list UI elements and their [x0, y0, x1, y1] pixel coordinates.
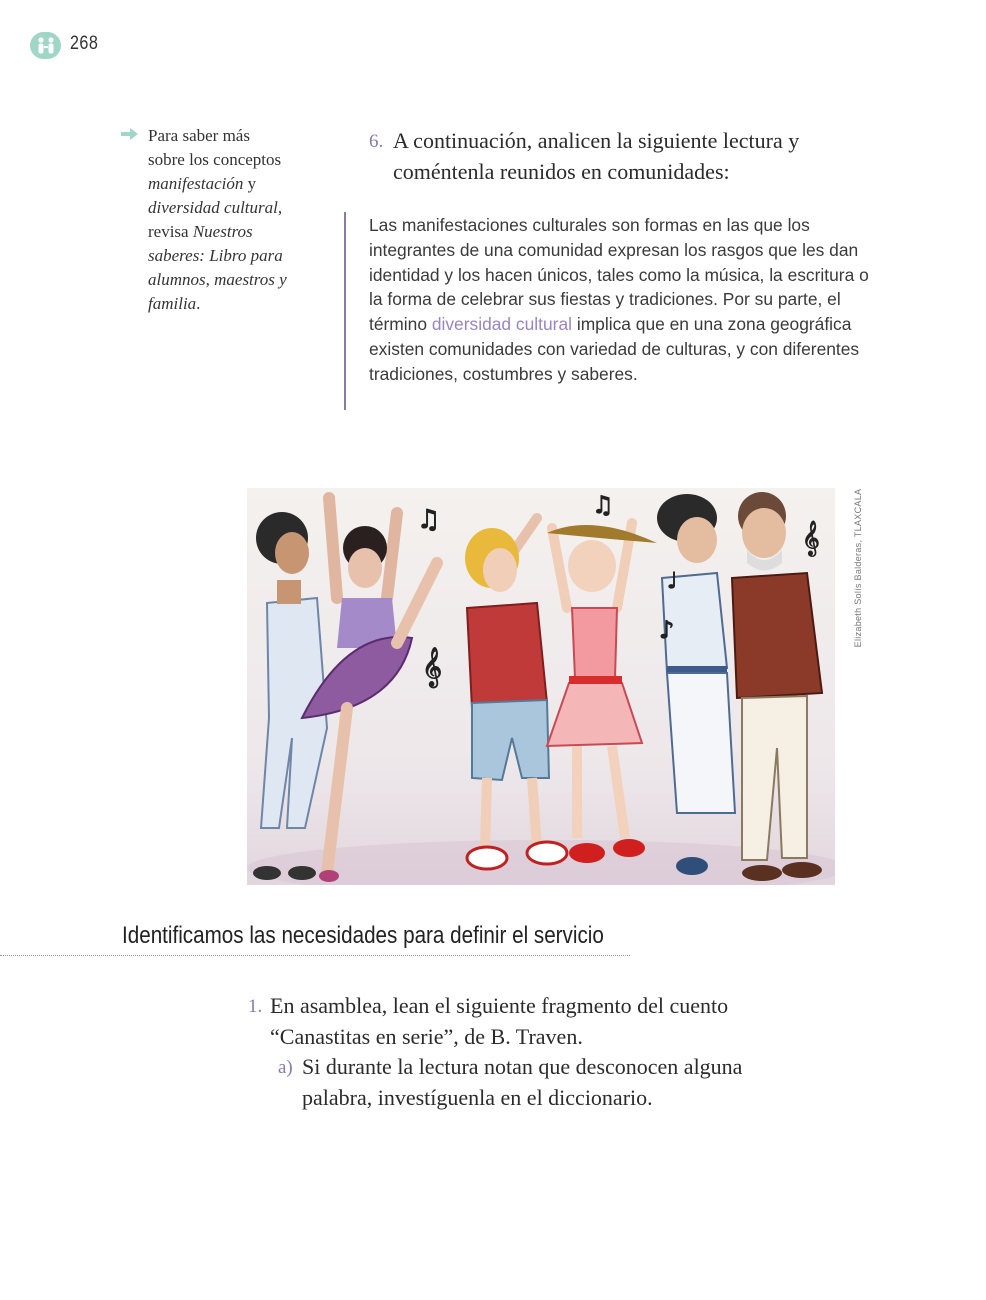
question-text: A continuación, analicen la siguiente lectura y coméntenla reunidos en comunidades: — [393, 128, 800, 184]
arrow-right-icon — [121, 128, 139, 140]
page-badge — [30, 32, 61, 59]
reading-text: Las manifestaciones culturales son formas en las que los integrantes de una comunidad expresan los rasgos que les dan identidad y los hacen únicos, tales como la música, la escritura o la forma de celebrar sus fiestas y tradiciones. Por su parte, el término — [369, 215, 869, 335]
section-divider — [0, 955, 630, 956]
section-title: Identificamos las necesidades para definir el servicio — [122, 922, 604, 949]
reading-text: implica que en una zona geográfica existen comunidades con variedad de culturas, y con diferentes tradiciones, costumbres y saberes. — [369, 314, 860, 384]
question-6 — [369, 125, 849, 187]
question-number: 1. — [248, 996, 263, 1017]
reading-passage — [369, 213, 869, 387]
svg-text:♫: ♫ — [417, 505, 441, 535]
svg-text:♩: ♩ — [667, 569, 678, 594]
sidenote-line: . — [196, 294, 201, 313]
page-number: 268 — [70, 33, 99, 54]
svg-text:♪: ♪ — [659, 616, 675, 644]
quote-bar — [344, 212, 346, 410]
credit-text: Elizabeth Solís Balderas, TLAXCALA — [853, 488, 863, 648]
sidenote-book-title: familia — [148, 294, 197, 313]
sub-question-letter: a) — [278, 1057, 293, 1078]
question-1 — [248, 990, 768, 1052]
sidenote-text — [148, 124, 338, 316]
sidenote-book-title: alumnos, maestros y — [148, 270, 287, 289]
question-1a — [278, 1051, 778, 1113]
reading-highlight: diversidad cultural — [431, 314, 572, 335]
sidenote-line: revisa — [148, 222, 193, 241]
sidenote-term: diversidad cultural, — [148, 198, 283, 217]
community-people-icon — [36, 36, 56, 55]
dancing-people-drawing — [247, 488, 835, 885]
sub-question-text: Si durante la lectura notan que desconocen alguna palabra, investíguenla en el diccionario. — [302, 1054, 743, 1110]
sidenote-line: y — [243, 174, 257, 193]
svg-text:𝄞: 𝄞 — [422, 647, 443, 687]
sidenote-term: manifestación — [148, 174, 244, 193]
sidenote-book-title: Nuestros — [192, 222, 253, 241]
question-text: En asamblea, lean el siguiente fragmento del cuento “Canastitas en serie”, de B. Traven. — [270, 993, 729, 1049]
sidenote-line: Para saber más — [148, 126, 250, 145]
svg-text:𝄞: 𝄞 — [802, 521, 820, 556]
sidenote-line: sobre los conceptos — [148, 150, 282, 169]
question-number: 6. — [369, 131, 384, 152]
svg-text:♫: ♫ — [592, 491, 614, 519]
sidenote-book-title: saberes: Libro para — [148, 246, 283, 265]
illustration-credit — [851, 488, 865, 648]
